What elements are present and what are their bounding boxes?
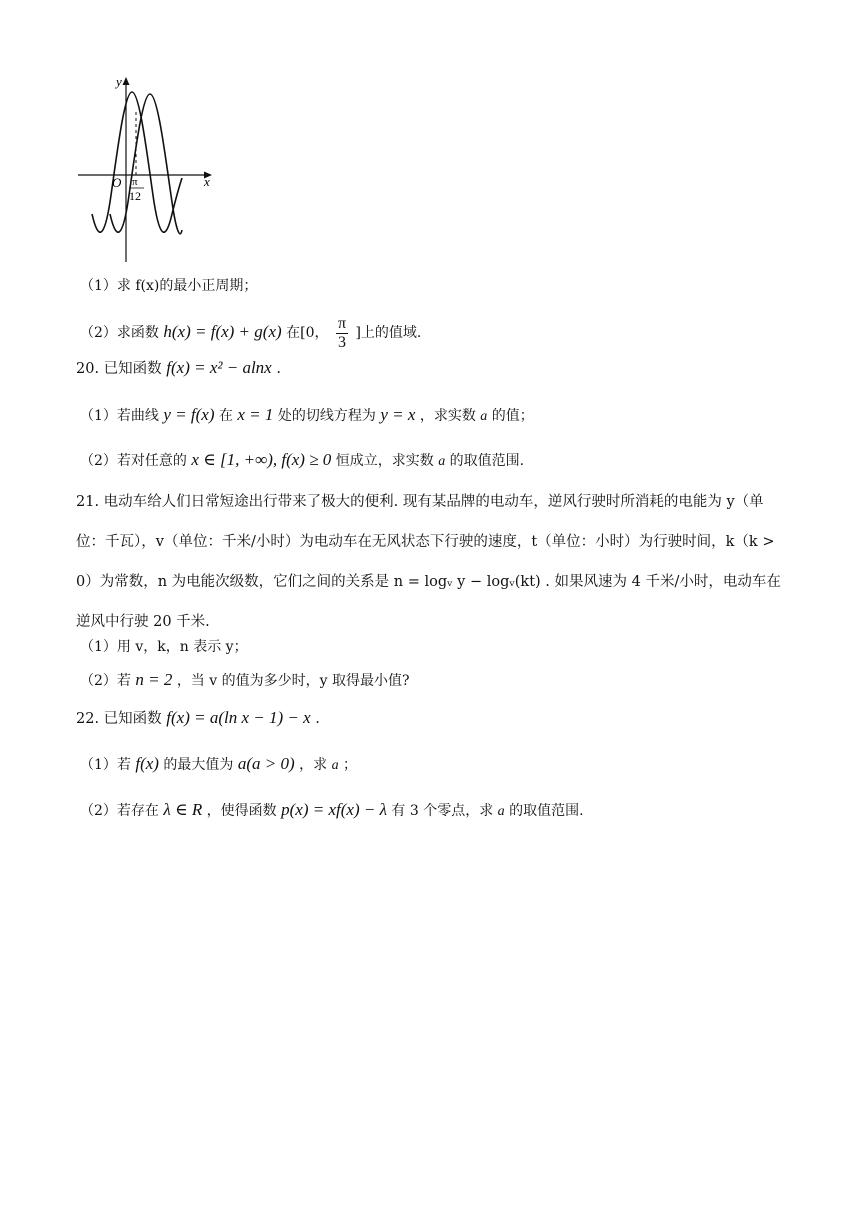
q22-part1-a: （1）若 bbox=[80, 757, 131, 773]
q21-part2-formula: n = 2 bbox=[135, 670, 173, 689]
q21-part2 bbox=[80, 670, 410, 691]
curve-g bbox=[110, 94, 182, 234]
q22-stem bbox=[76, 708, 320, 729]
q22-part2 bbox=[80, 800, 584, 822]
q21-stem: 21. 电动车给人们日常短途出行带来了极大的便利. 现有某品牌的电动车，逆风行驶时所消耗的电能为 y（单位：千瓦），v（单位：千米/小时）为电动车在无风状态下行驶的速度，t（单位：小时）为行驶时间，k（k > 0）为常数，n 为电能次级数，它们之间的关系是 n = logᵥ y − logᵥ(kt) . 如果风速为 4 千米/小时，电动车在逆风中行驶 20 千米. bbox=[76, 494, 781, 630]
q19-part2-formula: h(x) = f(x) + g(x) bbox=[163, 322, 282, 341]
y-axis-label: y bbox=[116, 74, 122, 89]
q22-part1-c: ，求 bbox=[299, 757, 328, 773]
q22-part1-b: 的最大值为 bbox=[163, 757, 234, 773]
q20-part2-c: 的取值范围. bbox=[449, 453, 525, 469]
q20-part1-var-a: a bbox=[480, 409, 488, 424]
q19-part2 bbox=[80, 310, 421, 354]
q21-part1-text: （1）用 v，k，n 表示 y； bbox=[80, 639, 248, 655]
q22-part1-var-a: a bbox=[331, 758, 339, 773]
q22-part2-formula2: p(x) = xf(x) − λ bbox=[281, 800, 387, 819]
q20-part2-formula: x ∈ [1, +∞), f(x) ≥ 0 bbox=[191, 450, 332, 469]
q20-part1-c: 处的切线方程为 bbox=[277, 408, 376, 424]
q20-part1-e: 的值； bbox=[491, 408, 534, 424]
q20-stem-prefix: 20. 已知函数 bbox=[76, 361, 162, 377]
y-axis-arrow bbox=[123, 77, 130, 85]
fraction-denominator: 3 bbox=[337, 333, 346, 351]
q20-part2-var-a: a bbox=[438, 454, 446, 469]
q22-part2-d: 的取值范围. bbox=[509, 803, 584, 819]
curve-f bbox=[92, 92, 182, 232]
q20-part2-b: 恒成立，求实数 bbox=[335, 453, 434, 469]
q22-stem-formula: f(x) = a(ln x − 1) − x bbox=[166, 708, 311, 727]
q19-part2-mid: 在[0， bbox=[286, 325, 329, 341]
q19-part1-text: （1）求 f(x)的最小正周期； bbox=[80, 278, 258, 294]
q19-part2-suffix: ]上的值域. bbox=[355, 325, 422, 341]
tick-numerator: π bbox=[132, 176, 138, 188]
q20-part2-a: （2）若对任意的 bbox=[80, 453, 187, 469]
q22-part1-formula2: a(a > 0) bbox=[237, 754, 295, 773]
origin-label: O bbox=[112, 175, 122, 190]
q20-part1-b: 在 bbox=[218, 408, 233, 424]
q20-stem bbox=[76, 358, 281, 379]
q20-part1-formula3: y = x bbox=[380, 405, 416, 424]
q20-part1-formula2: x = 1 bbox=[237, 405, 274, 424]
q21-part2-a: （2）若 bbox=[80, 673, 131, 689]
q20-part2 bbox=[80, 450, 524, 472]
q20-part1-d: ，求实数 bbox=[419, 408, 476, 424]
tick-denominator: 12 bbox=[129, 189, 141, 203]
q22-part2-a: （2）若存在 bbox=[80, 803, 159, 819]
q19-part1 bbox=[80, 276, 257, 296]
q22-part2-b: ，使得函数 bbox=[206, 803, 277, 819]
sine-graph-figure bbox=[74, 72, 224, 264]
q22-part1-formula1: f(x) bbox=[135, 754, 159, 773]
q22-stem-suffix: . bbox=[315, 711, 320, 727]
q20-part1-a: （1）若曲线 bbox=[80, 408, 159, 424]
q22-part1 bbox=[80, 754, 357, 776]
q22-part2-c: 有 3 个零点，求 bbox=[391, 803, 494, 819]
q19-part2-prefix: （2）求函数 bbox=[80, 325, 159, 341]
x-axis-label: x bbox=[204, 174, 210, 189]
q22-part2-formula1: λ ∈ R bbox=[163, 800, 203, 819]
q21-part1 bbox=[80, 637, 248, 657]
q22-part1-d: ； bbox=[343, 757, 358, 773]
q20-stem-formula: f(x) = x² − alnx bbox=[166, 358, 272, 377]
q20-stem-suffix: . bbox=[276, 361, 281, 377]
q22-stem-prefix: 22. 已知函数 bbox=[76, 711, 162, 727]
fraction-numerator: π bbox=[337, 314, 347, 332]
q21-part2-b: ，当 v 的值为多少时，y 取得最小值? bbox=[176, 673, 410, 689]
q20-part1-formula1: y = f(x) bbox=[163, 405, 215, 424]
q22-part2-var-a: a bbox=[497, 804, 505, 819]
pi-over-3-fraction bbox=[336, 315, 348, 352]
q20-part1 bbox=[80, 405, 534, 427]
